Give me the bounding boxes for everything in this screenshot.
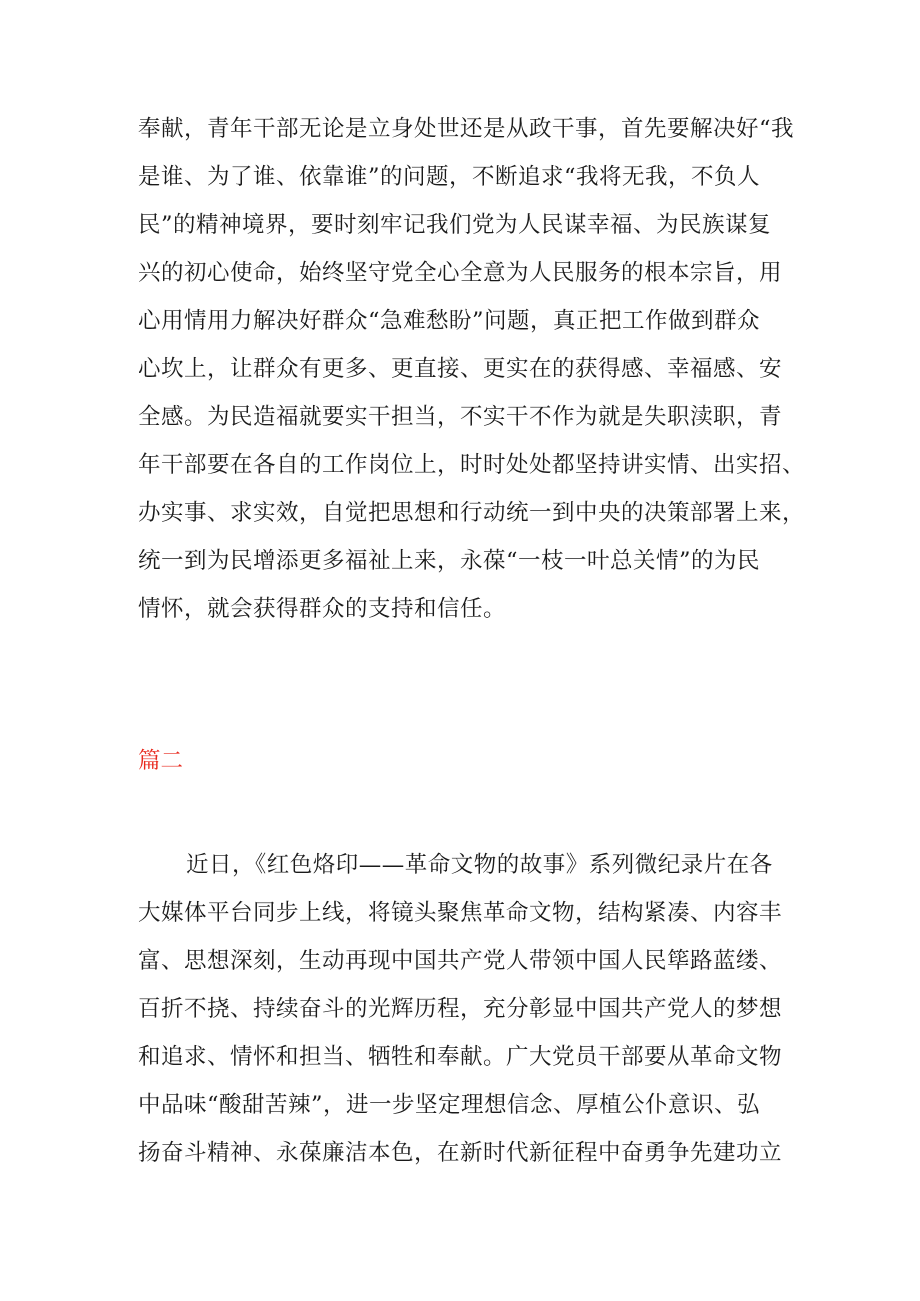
paragraph-line: 是谁、为了谁、依靠谁”的问题，不断追求“我将无我，不负人 <box>138 164 761 190</box>
paragraph-line: 奉献，青年干部无论是立身处世还是从政干事，首先要解决好“我 <box>138 116 795 142</box>
paragraph-line: 近日，《红色烙印——革命文物的故事》系列微纪录片在各 <box>186 852 773 878</box>
paragraph-line: 兴的初心使命，始终坚守党全心全意为人民服务的根本宗旨，用 <box>138 260 783 286</box>
paragraph-line: 中品味“酸甜苦辣”，进一步坚定理想信念、厚植公仆意识、弘 <box>138 1092 761 1118</box>
paragraph-line: 扬奋斗精神、永葆廉洁本色，在新时代新征程中奋勇争先建功立 <box>138 1140 783 1166</box>
paragraph-line: 心用情用力解决好群众“急难愁盼”问题，真正把工作做到群众 <box>138 308 761 334</box>
paragraph-line: 办实事、求实效，自觉把思想和行动统一到中央的决策部署上来， <box>138 500 806 526</box>
paragraph-line: 百折不挠、持续奋斗的光辉历程，充分彰显中国共产党人的梦想 <box>138 996 783 1022</box>
paragraph-line: 统一到为民增添更多福祉上来，永葆“一枝一叶总关情”的为民 <box>138 548 761 574</box>
paragraph-line: 富、思想深刻，生动再现中国共产党人带领中国人民筚路蓝缕、 <box>138 948 783 974</box>
paragraph-line: 情怀，就会获得群众的支持和信任。 <box>138 596 507 622</box>
paragraph-line: 民”的精神境界，要时刻牢记我们党为人民谋幸福、为民族谋复 <box>138 212 772 238</box>
paragraph-line: 和追求、情怀和担当、牺牲和奉献。广大党员干部要从革命文物 <box>138 1044 783 1070</box>
paragraph-line: 心坎上，让群众有更多、更直接、更实在的获得感、幸福感、安 <box>138 356 783 382</box>
section-heading: 篇二 <box>138 748 184 774</box>
paragraph-line: 大媒体平台同步上线，将镜头聚焦革命文物，结构紧凑、内容丰 <box>138 900 783 926</box>
paragraph-line: 全感。为民造福就要实干担当，不实干不作为就是失职渎职，青 <box>138 404 783 430</box>
paragraph-line: 年干部要在各自的工作岗位上，时时处处都坚持讲实情、出实招、 <box>138 452 806 478</box>
